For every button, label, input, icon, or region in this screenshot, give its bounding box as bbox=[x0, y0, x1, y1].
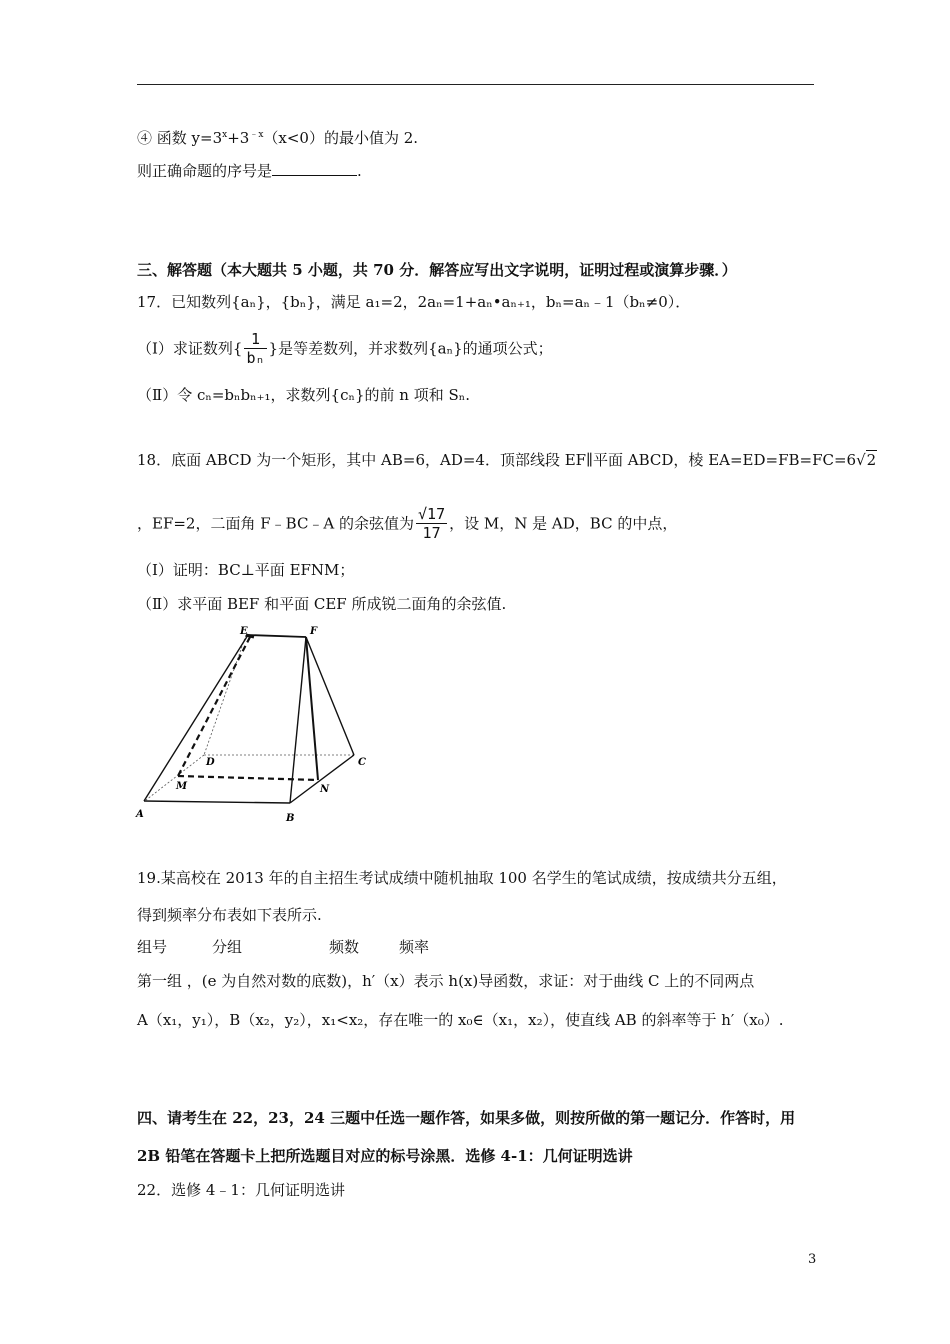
q16-item4: ④ 函数 $y=3^x+3^{﹣x}(x<0)$的最小值为 2. bbox=[137, 129, 419, 147]
label-D: D bbox=[206, 757, 215, 768]
label-C: C bbox=[358, 757, 366, 768]
q22-line1: 22．选修 4﹣1：几何证明选讲 bbox=[137, 1181, 345, 1199]
section4-heading-line1: 四、请考生在 22，23，24 三题中任选一题作答，如果多做，则按所做的第一题记分．作答时，用 bbox=[137, 1109, 796, 1127]
page-number: 3 bbox=[808, 1252, 817, 1267]
q18-stem-line2: ，EF=2，二面角 F﹣BC﹣A 的余弦值为 $\frac{√17}{17}$ ，设 M，N 是 AD，BC 的中点， bbox=[137, 505, 678, 542]
q19-line2: 得到频率分布表如下表所示. bbox=[137, 906, 322, 924]
header-rule bbox=[137, 84, 814, 85]
q17-stem: 17．已知数列{aₙ}，{bₙ}，满足 a₁=2，2aₙ=1+aₙ•aₙ₊₁，bₙ=aₙ﹣1（bₙ≠0）． bbox=[137, 293, 691, 311]
q18-stem-line1: 18．底面 ABCD 为一个矩形，其中 AB=6，AD=4．顶部线段 EF∥平面 ABCD，棱 EA=ED=FB=FC=6√2 bbox=[137, 451, 877, 469]
table-header-cell: 分组 bbox=[212, 938, 243, 956]
table-header-cell: 频数 bbox=[329, 938, 360, 956]
answer-blank[interactable] bbox=[272, 161, 357, 176]
label-M: M bbox=[176, 781, 188, 792]
label-N: N bbox=[320, 784, 330, 795]
q19-line4: 第一组 ，(e 为自然对数的底数)，h′（x）表示 h(x)导函数，求证：对于曲线 C 上的不同两点 bbox=[137, 972, 755, 990]
q19-table-header bbox=[137, 937, 459, 957]
q19-line1: 19.某高校在 2013 年的自主招生考试成绩中随机抽取 100 名学生的笔试成绩，按成绩共分五组， bbox=[137, 869, 787, 887]
section3-heading: 三、解答题（本大题共 5 小题，共 70 分．解答应写出文字说明，证明过程或演算步骤．） bbox=[137, 261, 737, 279]
q18-part1: （I）证明：BC⊥平面 EFNM； bbox=[137, 561, 355, 579]
table-header-cell: 组号 bbox=[137, 938, 168, 956]
q18-part2: （Ⅱ）求平面 BEF 和平面 CEF 所成锐二面角的余弦值. bbox=[137, 595, 507, 613]
q16-answer-line: 则正确命题的序号是 . bbox=[137, 162, 362, 180]
table-header-cell: 频率 bbox=[399, 938, 430, 956]
q18-fraction: $\frac{√17}{17}$ bbox=[418, 505, 446, 542]
label-B: B bbox=[286, 813, 295, 824]
q17-part1: （Ⅰ）求证数列{ $\frac{1}{\text{bₙ}}$ }是等差数列，并求数列{aₙ}的通项公式； bbox=[137, 330, 553, 367]
label-F: F bbox=[310, 626, 318, 637]
q17-part2: （Ⅱ）令 cₙ=bₙbₙ₊₁，求数列{cₙ}的前 n 项和 Sₙ. bbox=[137, 386, 471, 404]
section4-heading-line2: 2B 铅笔在答题卡上把所选题目对应的标号涂黑．选修 4-1：几何证明选讲 bbox=[137, 1147, 633, 1165]
q18-figure bbox=[130, 625, 380, 830]
label-A: A bbox=[136, 809, 144, 820]
sqrt-symbol: √2 bbox=[856, 451, 877, 469]
label-E: E bbox=[240, 626, 248, 637]
q17-fraction: $\frac{1}{\text{bₙ}}$ bbox=[246, 330, 265, 367]
q19-line5: A（x₁，y₁），B（x₂，y₂），x₁<x₂，存在唯一的 x₀∈（x₁，x₂），使直线 AB 的斜率等于 h′（x₀）. bbox=[137, 1011, 784, 1029]
